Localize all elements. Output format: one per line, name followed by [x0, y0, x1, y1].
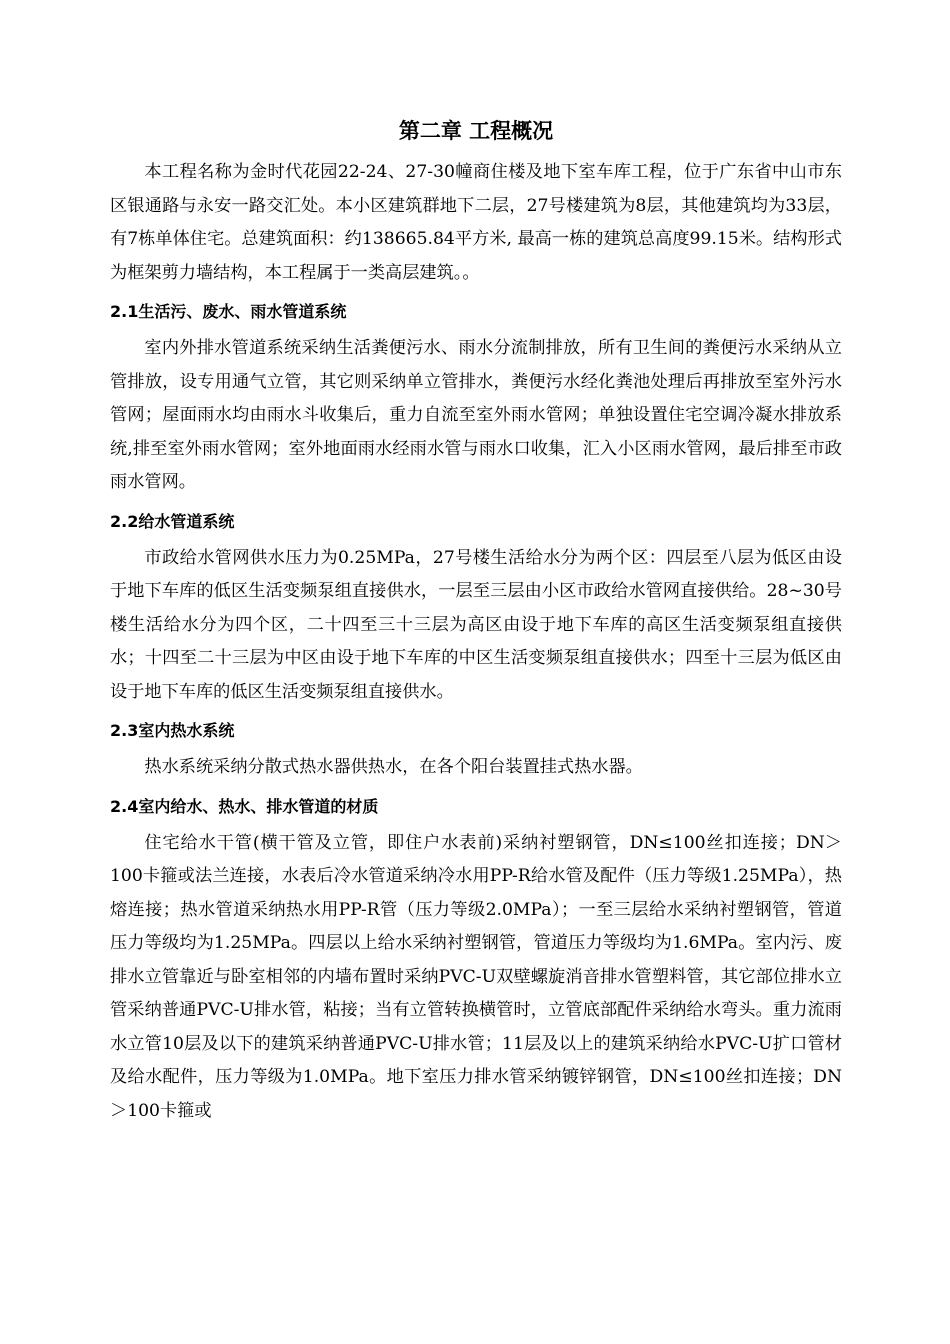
section-heading-2-1: 2.1生活污、废水、雨水管道系统 — [110, 302, 347, 321]
section-heading-2-4: 2.4室内给水、热水、排水管道的材质 — [110, 796, 379, 816]
section-heading-2-2: 2.2给水管道系统 — [110, 511, 235, 531]
section-body-2-1: 室内外排水管道系统采纳生活粪便污水、雨水分流制排放，所有卫生间的粪便污水采纳从立管排放，设专用通气立管，其它则采纳单立管排水，粪便污水经化粪池处理后再排放至室外污水管网；屋面雨水均由雨水斗收集后，重力自流至室外雨水管网；单独设置住宅空调冷凝水排放系统,排至室外雨水管网；室外地面雨水经雨水管与雨水口收集，汇入小区雨水管网，最后排至市政雨水管网。 — [110, 338, 842, 492]
section-heading-2-3: 2.3室内热水系统 — [110, 721, 235, 740]
section-body-2-2: 市政给水管网供水压力为0.25MPa，27号楼生活给水分为两个区：四层至八层为低区由设于地下车库的低区生活变频泵组直接供水，一层至三层由小区市政给水管网直接供给。28~30号楼生活给水分为四个区，二十四至三十三层为高区由设于地下车库的高区生活变频泵组直接供水；十四至二十三层为中区由设于地下车库的中区生活变频泵组直接供水；四至十三层为低区由设于地下车库的低区生活变频泵组直接供水。 — [110, 547, 842, 702]
section-body-2-4: 住宅给水干管(横干管及立管，即住户水表前)采纳衬塑钢管，DN≤100丝扣连接；DN＞100卡箍或法兰连接，水表后冷水管道采纳冷水用PP-R给水管及配件（压力等级1.25MPa），热熔连接；热水管道采纳热水用PP-R管（压力等级2.0MPa）；一至三层给水采纳衬塑钢管，管道压力等级均为1.25MPa。四层以上给水采纳衬塑钢管，管道压力等级均为1.6MPa。室内污、废排水立管靠近与卧室相邻的内墙布置时采纳PVC-U双壁螺旋消音排水管塑料管，其它部位排水立管采纳普通PVC-U排水管，粘接；当有立管转换横管时，立管底部配件采纳给水弯头。重力流雨水立管10层及以下的建筑采纳普通PVC-U排水管；11层及以上的建筑采纳给水PVC-U扩口管材及给水配件，压力等级为1.0MPa。地下室压力排水管采纳镀锌钢管，DN≤100丝扣连接；DN＞100卡箍或 — [110, 832, 842, 1121]
section-body-2-3: 热水系统采纳分散式热水器供热水，在各个阳台装置挂式热水器。 — [144, 757, 643, 777]
intro-paragraph: 本工程名称为金时代花园22-24、27-30幢商住楼及地下室车库工程，位于广东省中山市东区银通路与永安一路交汇处。本小区建筑群地下二层，27号楼建筑为8层，其他建筑均为33层，有7栋单体住宅。总建筑面积：约138665.84平方米, 最高一栋的建筑总高度99.15米。结构形式为框架剪力墙结构，本工程属于一类高层建筑。。 — [110, 162, 842, 283]
chapter-title: 第二章 工程概况 — [398, 119, 554, 143]
